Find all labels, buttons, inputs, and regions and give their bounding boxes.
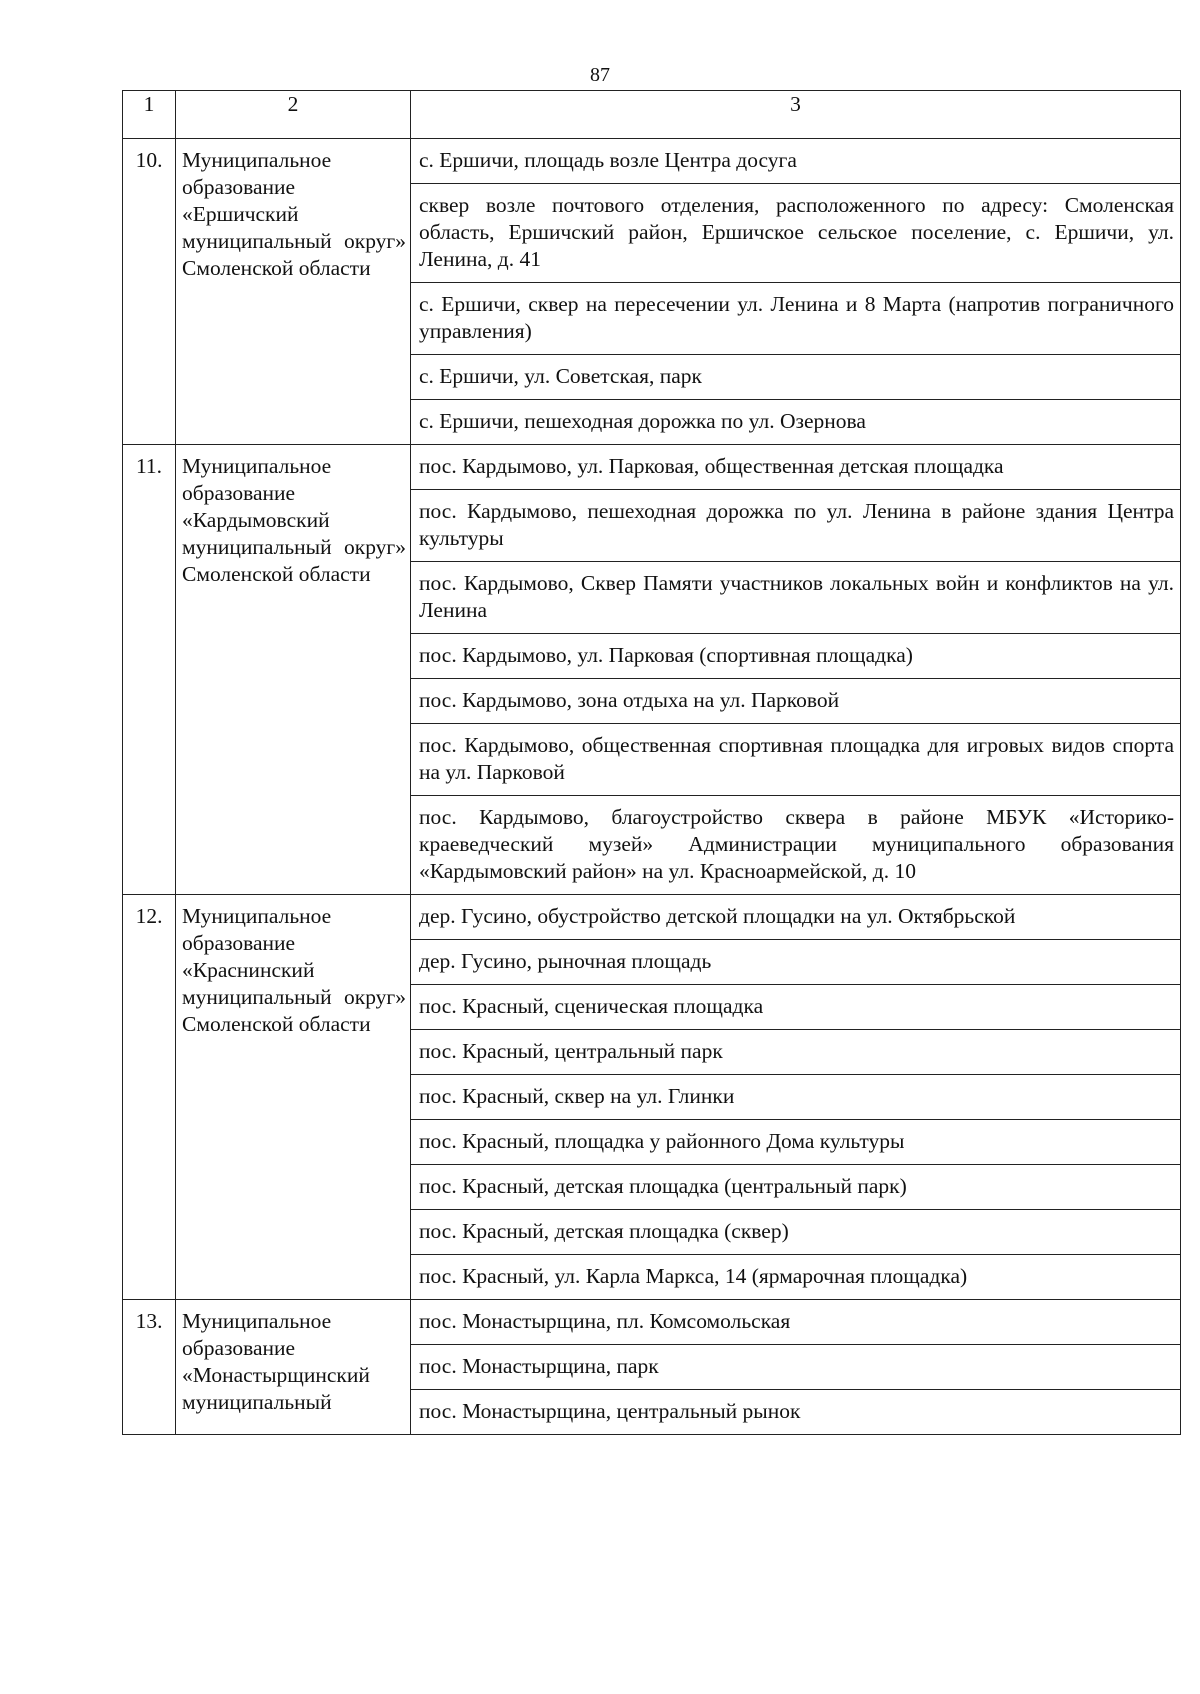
location-cell: пос. Красный, детская площадка (сквер) xyxy=(411,1210,1181,1255)
municipality-name: Муниципальное образование «Кардымовский муниципальный округ» Смоленской области xyxy=(176,445,411,895)
location-cell: пос. Монастырщина, центральный рынок xyxy=(411,1390,1181,1435)
table-row xyxy=(123,445,1181,490)
location-cell: пос. Красный, центральный парк xyxy=(411,1030,1181,1075)
location-cell: пос. Кардымово, Сквер Памяти участников локальных войн и конфликтов на ул. Ленина xyxy=(411,562,1181,634)
objects-table xyxy=(122,90,1181,1435)
location-cell: дер. Гусино, рыночная площадь xyxy=(411,940,1181,985)
table-row xyxy=(123,895,1181,940)
location-cell: пос. Кардымово, благоустройство сквера в районе МБУК «Историко-краеведческий музей» Администрации муниципального образования «Кардымовский район» на ул. Красноармейской, д. 10 xyxy=(411,796,1181,895)
location-cell: пос. Кардымово, ул. Парковая, общественная детская площадка xyxy=(411,445,1181,490)
location-cell: пос. Красный, ул. Карла Маркса, 14 (ярмарочная площадка) xyxy=(411,1255,1181,1300)
municipality-name: Муниципальное образование «Краснинский муниципальный округ» Смоленской области xyxy=(176,895,411,1300)
location-cell: с. Ершичи, сквер на пересечении ул. Ленина и 8 Марта (напротив пограничного управления) xyxy=(411,283,1181,355)
location-cell: пос. Красный, сквер на ул. Глинки xyxy=(411,1075,1181,1120)
location-cell: пос. Красный, детская площадка (центральный парк) xyxy=(411,1165,1181,1210)
table-header xyxy=(123,91,1181,139)
location-cell: пос. Кардымово, зона отдыха на ул. Парковой xyxy=(411,679,1181,724)
header-col-2: 2 xyxy=(176,91,411,139)
location-cell: с. Ершичи, ул. Советская, парк xyxy=(411,355,1181,400)
location-cell: пос. Красный, сценическая площадка xyxy=(411,985,1181,1030)
location-cell: с. Ершичи, площадь возле Центра досуга xyxy=(411,139,1181,184)
table-row xyxy=(123,1300,1181,1345)
location-cell: пос. Кардымово, общественная спортивная площадка для игровых видов спорта на ул. Парковой xyxy=(411,724,1181,796)
location-cell: пос. Кардымово, пешеходная дорожка по ул. Ленина в районе здания Центра культуры xyxy=(411,490,1181,562)
location-cell: дер. Гусино, обустройство детской площадки на ул. Октябрьской xyxy=(411,895,1181,940)
header-row xyxy=(123,91,1181,139)
table-row xyxy=(123,139,1181,184)
header-col-1: 1 xyxy=(123,91,176,139)
row-number: 13. xyxy=(123,1300,176,1435)
municipality-name: Муниципальное образование «Ершичский муниципальный округ» Смоленской области xyxy=(176,139,411,445)
page-number: 87 xyxy=(590,64,610,86)
row-number: 11. xyxy=(123,445,176,895)
location-cell: с. Ершичи, пешеходная дорожка по ул. Озернова xyxy=(411,400,1181,445)
location-cell: пос. Кардымово, ул. Парковая (спортивная площадка) xyxy=(411,634,1181,679)
row-number: 10. xyxy=(123,139,176,445)
header-col-3: 3 xyxy=(411,91,1181,139)
row-number: 12. xyxy=(123,895,176,1300)
location-cell: сквер возле почтового отделения, расположенного по адресу: Смоленская область, Ершичский район, Ершичское сельское поселение, с. Ершичи, ул. Ленина, д. 41 xyxy=(411,184,1181,283)
table-body xyxy=(123,139,1181,1435)
municipality-name: Муниципальное образование «Монастырщинский муниципальный xyxy=(176,1300,411,1435)
location-cell: пос. Красный, площадка у районного Дома культуры xyxy=(411,1120,1181,1165)
location-cell: пос. Монастырщина, парк xyxy=(411,1345,1181,1390)
location-cell: пос. Монастырщина, пл. Комсомольская xyxy=(411,1300,1181,1345)
